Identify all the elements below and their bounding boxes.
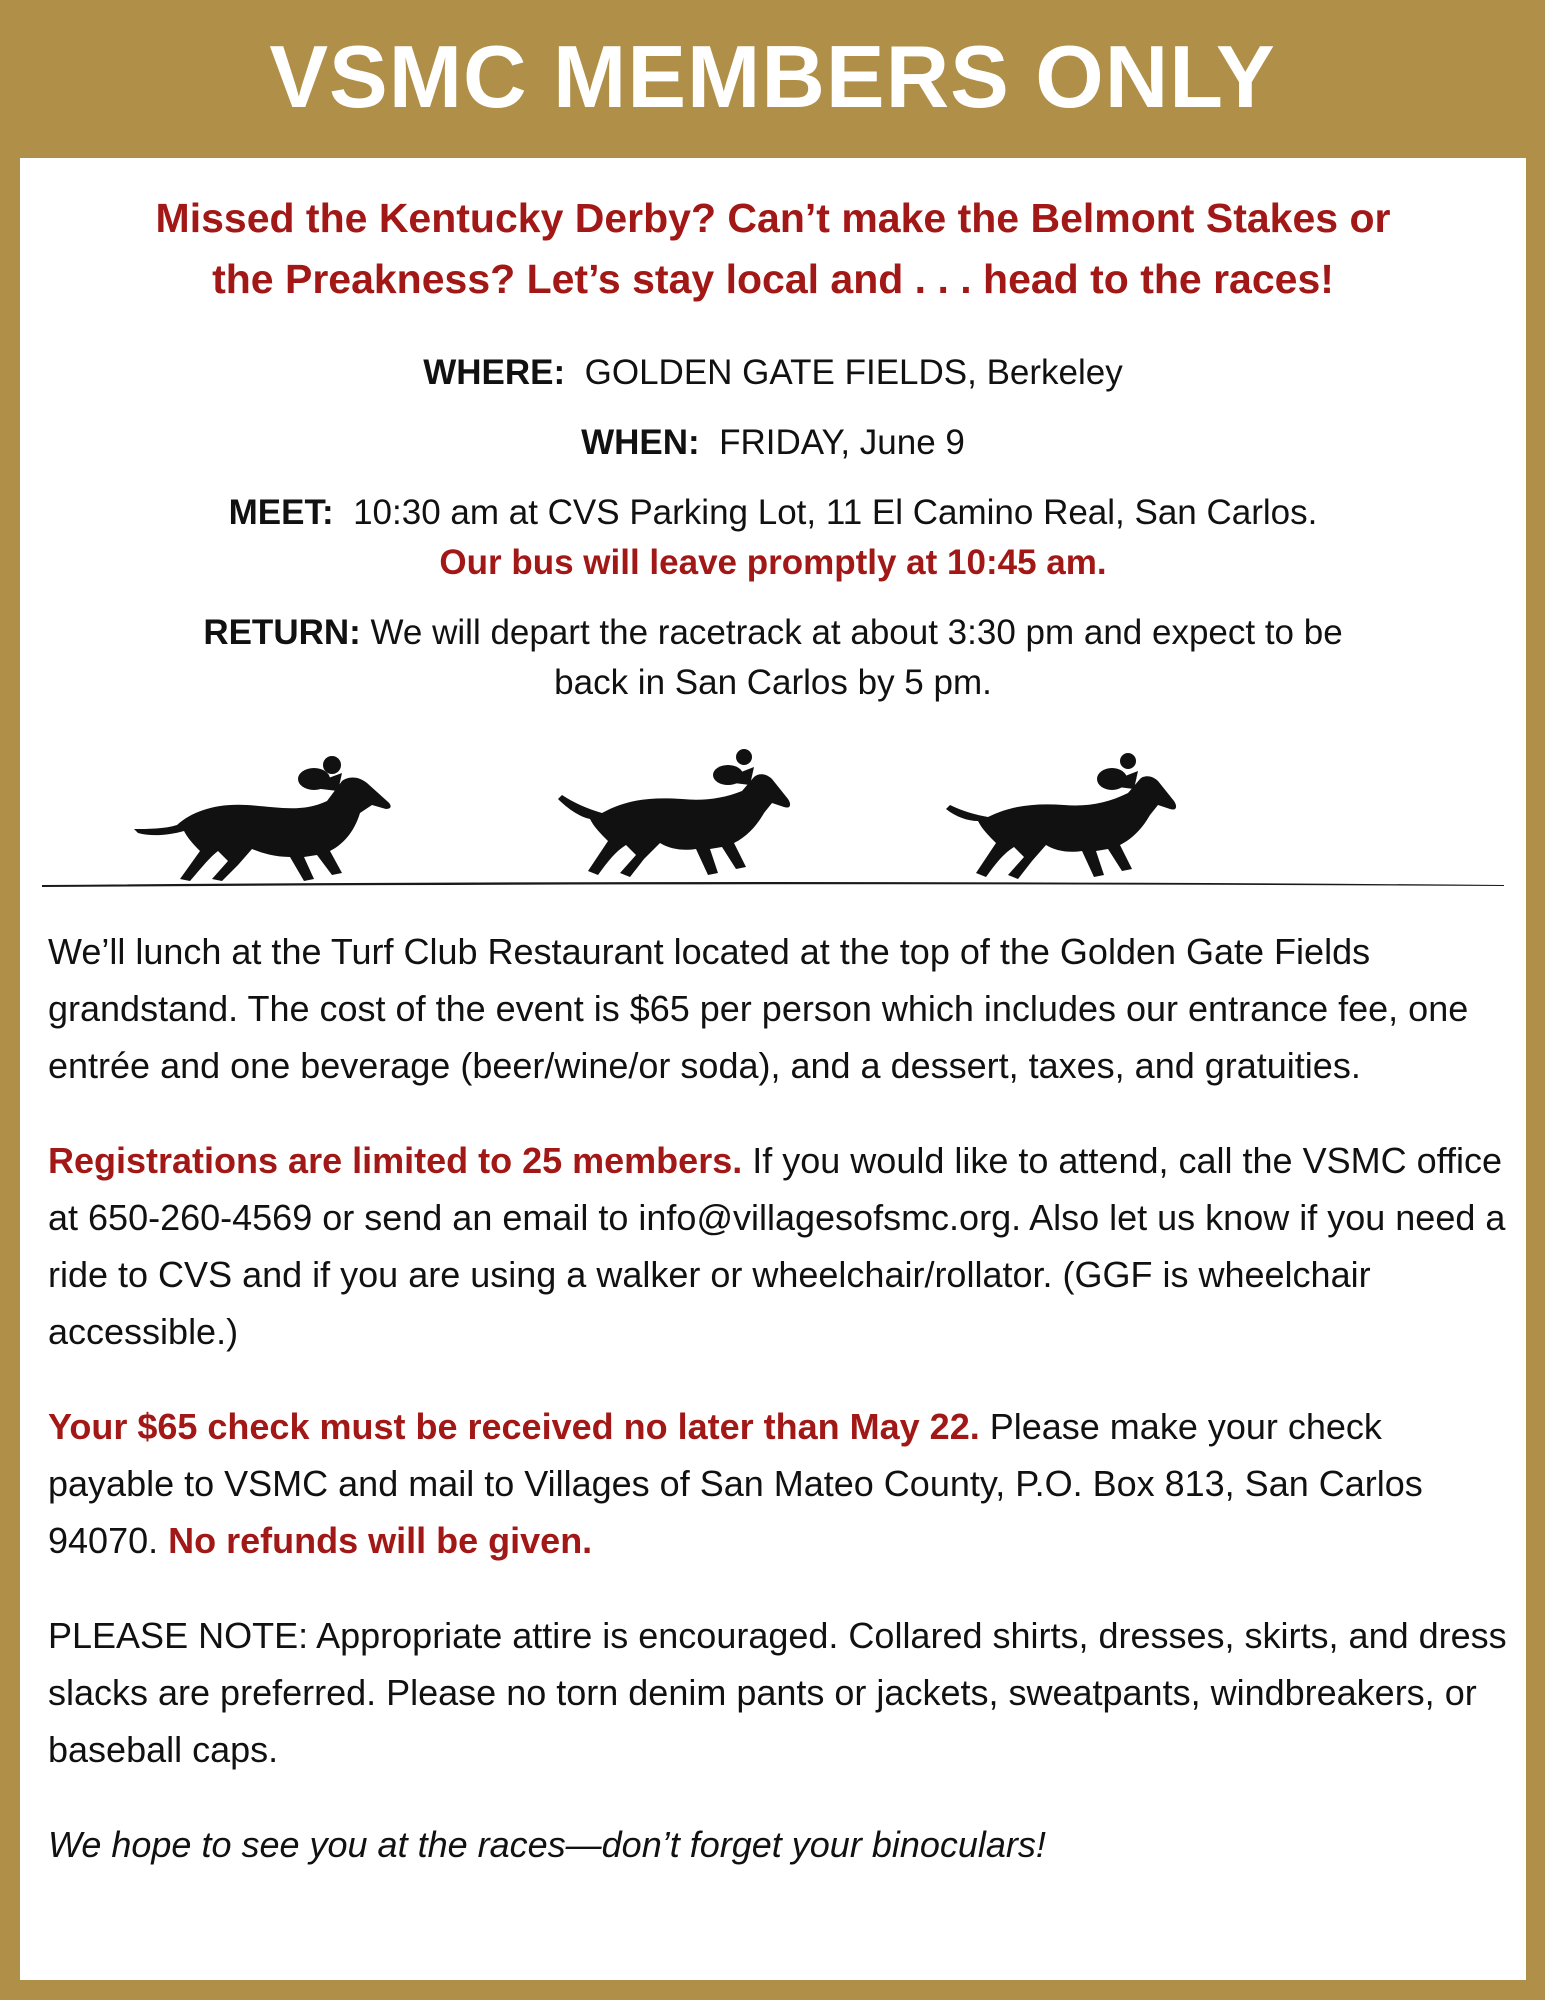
ground-line	[42, 882, 1504, 887]
horse-silhouette-3	[946, 753, 1176, 879]
body-text	[48, 923, 1508, 1911]
racing-horses-icon	[42, 733, 1504, 893]
when-row	[60, 418, 1486, 468]
registration-highlight: Registrations are limited to 25 members.	[48, 1140, 743, 1181]
tagline	[60, 188, 1486, 310]
where-value: GOLDEN GATE FIELDS, Berkeley	[584, 353, 1123, 392]
tagline-line-1: Missed the Kentucky Derby? Can’t make the Belmont Stakes or	[155, 195, 1391, 241]
return-label: RETURN:	[203, 613, 361, 652]
return-value-line-2: back in San Carlos by 5 pm.	[554, 663, 992, 702]
meet-value: 10:30 am at CVS Parking Lot, 11 El Camino Real, San Carlos.	[353, 493, 1318, 532]
content-panel	[20, 158, 1526, 1980]
lunch-paragraph: We’ll lunch at the Turf Club Restaurant located at the top of the Golden Gate Fields grandstand. The cost of the event is $65 per person which includes our entrance fee, one entrée and one beverage (beer/wine/or soda), and a dessert, taxes, and gratuities.	[48, 931, 1469, 1086]
event-details	[60, 348, 1486, 728]
horse-silhouette-1	[134, 756, 391, 881]
meet-row	[60, 488, 1486, 588]
horse-silhouette-2	[558, 749, 790, 877]
registration-paragraph	[48, 1132, 1508, 1360]
refund-highlight: No refunds will be given.	[168, 1520, 593, 1561]
when-label: WHEN:	[581, 423, 700, 462]
payment-text: Please make your check payable to VSMC and mail to Villages of San Mateo County, P.O. Box 813, San Carlos 94070.	[48, 1406, 1423, 1561]
attire-paragraph: PLEASE NOTE: Appropriate attire is encouraged. Collared shirts, dresses, skirts, and dress slacks are preferred. Please no torn denim pants or jackets, sweatpants, windbreakers, or baseball caps.	[48, 1615, 1507, 1770]
return-value-line-1: We will depart the racetrack at about 3:30 pm and expect to be	[370, 613, 1343, 652]
tagline-line-2: the Preakness? Let’s stay local and . . . head to the races!	[212, 256, 1334, 302]
registration-text: If you would like to attend, call the VSMC office at 650-260-4569 or send an email to info@villagesofsmc.org. Also let us know if you need a ride to CVS and if you are using a walker or wheelchair/rollator. (GGF is wheelchair accessible.)	[48, 1140, 1506, 1352]
header-title: VSMC MEMBERS ONLY	[269, 27, 1276, 126]
payment-paragraph	[48, 1398, 1508, 1569]
bus-note: Our bus will leave promptly at 10:45 am.	[439, 543, 1107, 582]
closing-line: We hope to see you at the races—don’t forget your binoculars!	[48, 1824, 1046, 1865]
payment-highlight: Your $65 check must be received no later than May 22.	[48, 1406, 980, 1447]
return-row	[60, 608, 1486, 708]
meet-label: MEET:	[228, 493, 334, 532]
when-value: FRIDAY, June 9	[719, 423, 965, 462]
where-row	[60, 348, 1486, 398]
where-label: WHERE:	[423, 353, 566, 392]
